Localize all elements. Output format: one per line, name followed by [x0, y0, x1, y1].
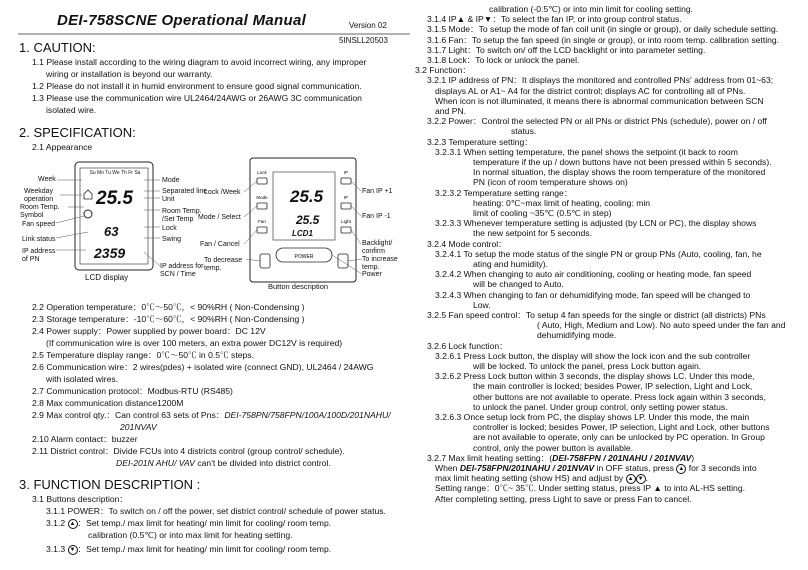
panel-power: POWER	[294, 254, 314, 260]
panel-ip-up: IP	[343, 170, 349, 175]
lbl-lcd-display: LCD display	[85, 273, 129, 282]
model-note: DEI-201N AHU/ VAV	[116, 458, 195, 468]
func-line: 3.1.7 Light：To switch on/ off the LCD backlight or into parameter setting.	[427, 44, 706, 55]
spec-line: 201NVAV	[120, 422, 157, 432]
func-line: calibration (0.5℃) or into max limit for heating setting.	[88, 530, 293, 540]
lbl-power: Power	[362, 271, 382, 278]
lbl-ip-address: IP address of PN	[22, 248, 56, 263]
func-line: Setting range：0℃~ 35℃. Under setting status, press IP ▲ to into AL-HS setting.	[435, 483, 746, 494]
panel-temp1: 25.5	[290, 187, 324, 206]
caution-line: isolated wire.	[46, 105, 97, 115]
lbl-lock-week: Lock /Week	[204, 189, 241, 196]
panel-temp2: 25.5	[296, 213, 320, 227]
lbl-link-status: Link status	[22, 236, 56, 243]
func-line: will be changed to Auto.	[473, 279, 564, 290]
func-line-part: max limit heating setting (show HS) and adjust by	[435, 473, 624, 484]
func-line: 3.2.5 Fan speed control：To setup 4 fan speeds for the single or district (all districts) PNs	[427, 310, 766, 320]
func-line: will be locked. To unlock the panel, press Lock button again.	[473, 361, 702, 371]
spec-line: 2.6 Communication wire：2 wires(pdes) + isolated wire (connect GND), UL2464 / 24AWG	[32, 362, 374, 372]
func-line: 3.1.4 IP▲ & IP▼：To select the fan IP, or into group control status.	[427, 14, 682, 25]
version: Version 02	[349, 21, 387, 30]
caution-line: 1.1 Please install according to the wiring diagram to avoid incorrect wiring, any improper	[32, 57, 367, 67]
func-line: In normal situation, the display shows the room temperature of the monitored	[473, 167, 766, 178]
func-line-part: for 3 seconds into	[686, 463, 757, 473]
func-line: 3.2.1 IP address of PN：It displays the monitored and controlled PNs' address from 01~63;	[427, 75, 774, 86]
model-list: DEI-758PN/758FPN/100A/100D/201NAHU/	[224, 410, 391, 420]
spec-heading: 2. SPECIFICATION:	[19, 125, 136, 140]
spec-line	[116, 458, 331, 468]
lbl-to-increase: To increase temp.	[362, 256, 398, 271]
func-line: 3.2.2 Power：Control the selected PN or all PNs or district PNs (schedule), power on / off	[427, 116, 767, 127]
lbl-button-description: Button description	[268, 282, 329, 291]
spec-line: 2.11 District control：Divide FCUs into 4 districts control (group control/ schedule).	[32, 446, 345, 456]
spec-line: (If communication wire is over 100 meters, an extra power DC12V is required)	[46, 338, 343, 348]
func-line-part: )	[691, 452, 695, 463]
panel-code: LCD1	[292, 229, 313, 238]
func-line: PN (icon of room temperature shows on)	[473, 177, 628, 188]
func-line: 3.1.6 Fan：To setup the fan speed (in single or group), or into room temp. calibration setting.	[427, 34, 780, 45]
func-line: control, only the power button is available.	[473, 442, 634, 453]
up-arrow-icon: ▲	[68, 519, 78, 529]
caution-line: wiring or installation is beyond our warranty.	[46, 69, 213, 79]
title-rule	[18, 33, 410, 35]
appearance-label: 2.1 Appearance	[32, 142, 93, 152]
lcd-days: Su Mo Tu We Th Fr Sa	[89, 170, 141, 176]
spec-line: 2.5 Temperature display range：0℃～50℃ in 0.5℃ steps.	[32, 350, 254, 360]
lbl-mode-select: Mode / Select	[198, 214, 241, 221]
spec-line: 2.3 Storage temperature：-10℃～60℃，< 90%RH ( Non-Condensing )	[32, 314, 305, 324]
caution-line: 1.3 Please use the communication wire UL2464/24AWG or 26AWG 3C communication	[32, 93, 362, 103]
lbl-separated-line: Separated line	[162, 188, 208, 195]
lcd-temp2: 63	[104, 224, 119, 239]
func-line: are not available to operate, only can be unlocked by PC operation. In Group	[473, 432, 765, 443]
spec-line: with isolated wires.	[46, 374, 119, 384]
func-line: 3.1.8 Lock：To lock or unlock the panel.	[427, 55, 580, 65]
func-line: and PN.	[435, 106, 467, 116]
func-line	[427, 453, 694, 463]
lbl-ip-scn: IP address for SCN / Time	[160, 263, 204, 278]
lbl-to-decrease: To decrease temp.	[204, 257, 243, 272]
spec-line: 2.2 Operation temperature：0℃～50℃，< 90%RH ( Non-Condensing )	[32, 302, 305, 312]
func-line: 3.2.3.3 Whenever temperature setting is adjusted (by LCN or PC), the display shows	[435, 218, 757, 229]
up-arrow-icon: ▲	[676, 464, 686, 474]
panel-ip-down: IP	[343, 195, 349, 200]
caution-heading: 1. CAUTION:	[19, 40, 96, 55]
func-line: 3.2.4 Mode control：	[427, 238, 507, 249]
spec-line: 2.4 Power supply：Power supplied by power board：DC 12V	[32, 326, 266, 336]
func-line: controller is locked; besides Power, IP selection, Light and Lock, other buttons	[473, 422, 770, 433]
lbl-swing: Swing	[162, 236, 182, 243]
panel-mode: Mode	[256, 195, 268, 200]
panel-light: Light	[341, 219, 351, 224]
spec-line: 2.7 Communication protocol：Modbus-RTU (RS485)	[32, 386, 233, 396]
lcd-clock: 2359	[94, 245, 126, 261]
func-line: temperature if the up / down buttons have not been pressed within 5 seconds).	[473, 157, 772, 167]
func-line: 3.2.3 Temperature setting：	[427, 136, 533, 147]
func-line	[46, 518, 331, 529]
spec-line: 2.8 Max communication distance1200M	[32, 398, 184, 408]
func-line	[435, 463, 757, 474]
func-line: 3.1.5 Mode：To setup the mode of fan coil unit (in single or group), or daily schedule setting.	[427, 24, 779, 35]
func-line: When icon is not illuminated, it means there is abnormal communication between SCN	[435, 95, 764, 106]
lbl-fan-ip-plus: Fan IP +1	[362, 188, 393, 195]
func-line-text: ：Set temp./ max limit for heating/ min limit for cooling/ room temp.	[77, 544, 332, 554]
panel-lock: Lock	[257, 170, 267, 175]
spec-line	[32, 410, 391, 420]
func-line: heating: 0℃~max limit of heating, cooling: min	[473, 197, 651, 208]
down-arrow-icon: ▼	[636, 474, 646, 484]
func-line: calibration (-0.5℃) or into min limit for cooling setting.	[489, 4, 694, 14]
lbl-lock: Lock	[162, 225, 177, 232]
func-line-part: When	[435, 463, 460, 473]
button-diagram	[196, 156, 411, 296]
func-line: ating and humidity).	[473, 259, 548, 269]
lcd-diagram	[20, 160, 208, 300]
lbl-week: Week	[38, 176, 56, 183]
func-line: 3.2.6.3 Once setup lock from PC, the display shows LP. Under this mode, the main	[435, 412, 750, 422]
func-line-part: in OFF status, press	[594, 463, 674, 473]
func-line: 3.1.1 POWER：To switch on / off the power, set district control/ schedule of power status.	[46, 506, 386, 516]
func-line: displays AL or A1~ A4 for the district control; displays AC for controlling all of PNs.	[435, 85, 746, 96]
lbl-fan-ip-minus: Fan IP -1	[362, 213, 391, 220]
func-line: 3.2.3.1 When setting temperature, the panel shows the setpoint (it back to room	[435, 146, 738, 157]
func-line: limit of cooling ~35℃ (0.5℃ in step)	[473, 208, 612, 218]
func-line: status.	[511, 126, 537, 137]
lcd-temp1: 25.5	[96, 188, 133, 209]
func-line: ( Auto, High, Medium and Low). No auto speed under the fan and	[537, 320, 786, 331]
func-line: Low.	[473, 299, 491, 310]
func-line: 3.2.4.2 When changing to auto air conditioning, cooling or heating mode, fan speed	[435, 269, 752, 280]
func-line	[46, 544, 331, 555]
down-arrow-icon: ▼	[68, 545, 78, 555]
func-line: 3.2.6.1 Press Lock button, the display will show the lock icon and the sub controller	[435, 350, 751, 361]
lbl-room-temp-symbol: Room Temp. Symbol	[20, 204, 60, 219]
func-line-num: 3.1.2	[46, 518, 66, 528]
doc-title: DEI-758SCNE Operational Manual	[57, 12, 307, 29]
func-line: the main controller is locked; besides Power, IP selection, Light and Lock,	[473, 381, 753, 392]
func-heading: 3. FUNCTION DESCRIPTION :	[19, 477, 201, 492]
model-list: DEI-758FPN/201NAHU / 201NVAV	[459, 463, 595, 473]
spec-line-part: can't be divided into district control.	[194, 458, 331, 468]
lbl-mode: Mode	[162, 177, 180, 184]
spec-line: 2.10 Alarm contact：buzzer	[32, 434, 138, 444]
func-line-part: 3.2.7 Max limit heating setting：(	[427, 452, 553, 463]
lbl-room-temp-set: Room Temp. /Set Temp	[162, 208, 202, 223]
model-list: DEI-758FPN / 201NAHU / 201NVAV	[552, 452, 692, 463]
func-line: After completing setting, press Light to save or press Fan to cancel.	[435, 493, 692, 504]
func-line: dehumidifying mode.	[537, 330, 617, 341]
func-line: max limit heating setting (show HS) and adjust by ▲ ▼ .	[435, 473, 648, 484]
func-line: 3.2.3.2 Temperature setting range：	[435, 187, 573, 198]
doc-code: 5INSLL20503	[339, 36, 388, 45]
lbl-weekday-op: Weekday operation	[24, 188, 54, 203]
func-line: 3.2 Function：	[415, 65, 471, 76]
func-line: 3.2.6 Lock function：	[427, 340, 508, 351]
lbl-fan-cancel: Fan / Cancel	[200, 241, 240, 248]
lbl-unit: Unit	[162, 196, 175, 203]
caution-line: 1.2 Please do not install it in humid environment to ensure good signal communication.	[32, 81, 362, 91]
func-line: the new setpoint for 5 seconds.	[473, 228, 592, 239]
lbl-fan-speed: Fan speed	[22, 221, 56, 228]
func-line: 3.2.4.1 To setup the mode status of the single PN or group PNs (Auto, cooling, fan, he	[435, 248, 762, 259]
func-line-num: 3.1.3	[46, 544, 66, 554]
func-line: 3.2.6.2 Press Lock button within 3 seconds, the display shows LC. Under this mode,	[435, 371, 755, 382]
func-line: other buttons are not available to operate. Press lock again within 3 seconds,	[473, 391, 766, 402]
lbl-backlight: Backlight/ confirm	[362, 240, 393, 255]
func-line: to unlock the panel. Under group control, only setting power status.	[473, 401, 728, 412]
func-line: 3.2.4.3 When changing to fan or dehumidifying mode, fan speed will be changed to	[435, 289, 751, 300]
panel-fan: Fan	[258, 219, 266, 224]
func-line-text: ：Set temp./ max limit for heating/ min limit for cooling/ room temp.	[77, 518, 332, 528]
up-arrow-icon: ▲	[626, 474, 636, 484]
func-line: 3.1 Buttons description：	[32, 494, 129, 504]
spec-line-part: 2.9 Max control qty.：Can control 63 sets of Pns：	[32, 410, 225, 420]
